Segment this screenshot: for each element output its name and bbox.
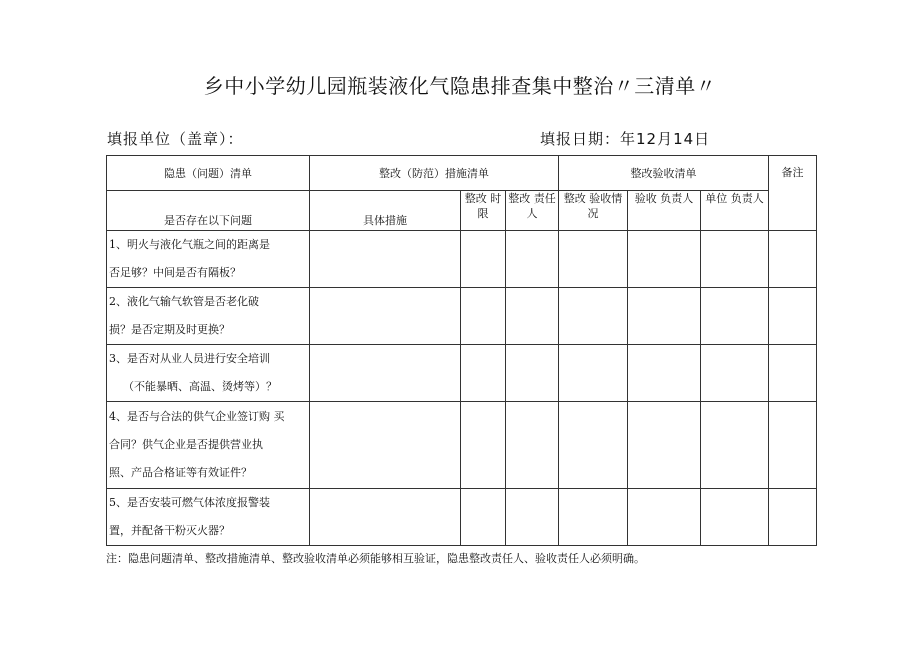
cell-remarks[interactable] — [769, 402, 817, 489]
cell-measures[interactable] — [310, 489, 461, 546]
table-row — [107, 345, 817, 402]
cell-measures[interactable] — [310, 402, 461, 489]
cell-deadline[interactable] — [461, 345, 506, 402]
cell-unit-person[interactable] — [701, 288, 769, 345]
cell-remarks[interactable] — [769, 288, 817, 345]
cell-unit-person[interactable] — [701, 345, 769, 402]
cell-responsible[interactable] — [506, 345, 559, 402]
table-row — [107, 231, 817, 288]
cell-unit-person[interactable] — [701, 489, 769, 546]
table-row — [107, 489, 817, 546]
cell-unit-person[interactable] — [701, 231, 769, 288]
cell-responsible[interactable] — [506, 231, 559, 288]
subheader-acceptance-status: 整改 验收情况 — [559, 191, 628, 231]
subheader-unit-person: 单位 负责人 — [701, 191, 769, 231]
cell-acceptance-status[interactable] — [559, 288, 628, 345]
cell-responsible[interactable] — [506, 402, 559, 489]
table-row — [107, 402, 817, 489]
fill-date-label: 填报日期：年12月14日 — [540, 130, 711, 148]
cell-acceptance-person[interactable] — [628, 288, 701, 345]
cell-acceptance-status[interactable] — [559, 402, 628, 489]
cell-acceptance-person[interactable] — [628, 489, 701, 546]
cell-acceptance-person[interactable] — [628, 402, 701, 489]
filler-unit-label: 填报单位（盖章）： — [107, 130, 244, 148]
cell-acceptance-status[interactable] — [559, 489, 628, 546]
cell-responsible[interactable] — [506, 489, 559, 546]
header-measures-list: 整改（防范）措施清单 — [310, 156, 559, 191]
check-item-5: 5、是否安装可燃气体浓度报警装 置，并配备干粉灭火器？ — [107, 489, 310, 546]
cell-acceptance-status[interactable] — [559, 345, 628, 402]
cell-unit-person[interactable] — [701, 402, 769, 489]
cell-acceptance-person[interactable] — [628, 231, 701, 288]
header-acceptance-list: 整改验收清单 — [559, 156, 769, 191]
subheader-deadline: 整改 时限 — [461, 191, 506, 231]
cell-measures[interactable] — [310, 345, 461, 402]
check-item-1: 1、明火与液化气瓶之间的距离是 否足够？中间是否有隔板？ — [107, 231, 310, 288]
footnote: 注：隐患问题清单、整改措施清单、整改验收清单必须能够相互验证，隐患整改责任人、验收责任人必须明确。 — [106, 552, 645, 565]
subheader-acceptance-person: 验收 负责人 — [628, 191, 701, 231]
subheader-responsible: 整改 责任人 — [506, 191, 559, 231]
cell-deadline[interactable] — [461, 231, 506, 288]
cell-acceptance-person[interactable] — [628, 345, 701, 402]
page-title: 乡中小学幼儿园瓶装液化气隐患排查集中整治〃三清单〃 — [203, 74, 717, 98]
cell-remarks[interactable] — [769, 489, 817, 546]
cell-remarks[interactable] — [769, 345, 817, 402]
cell-deadline[interactable] — [461, 288, 506, 345]
cell-deadline[interactable] — [461, 402, 506, 489]
check-item-3: 3、是否对从业人员进行安全培训 （不能暴晒、高温、烫烤等）？ — [107, 345, 310, 402]
subheader-specific-measures: 具体措施 — [310, 191, 461, 231]
cell-acceptance-status[interactable] — [559, 231, 628, 288]
check-item-2: 2、液化气输气软管是否老化破 损？是否定期及时更换？ — [107, 288, 310, 345]
check-item-4: 4、是否与合法的供气企业签订购 买 合同？供气企业是否提供营业执 照、产品合格证等有效证件？ — [107, 402, 310, 489]
hazard-checklist-table — [106, 155, 817, 546]
cell-measures[interactable] — [310, 231, 461, 288]
subheader-check-items: 是否存在以下问题 — [107, 191, 310, 231]
table-row — [107, 288, 817, 345]
cell-measures[interactable] — [310, 288, 461, 345]
cell-deadline[interactable] — [461, 489, 506, 546]
cell-responsible[interactable] — [506, 288, 559, 345]
header-hazard-list: 隐患（问题）清单 — [107, 156, 310, 191]
header-remarks: 备注 — [769, 156, 817, 231]
cell-remarks[interactable] — [769, 231, 817, 288]
